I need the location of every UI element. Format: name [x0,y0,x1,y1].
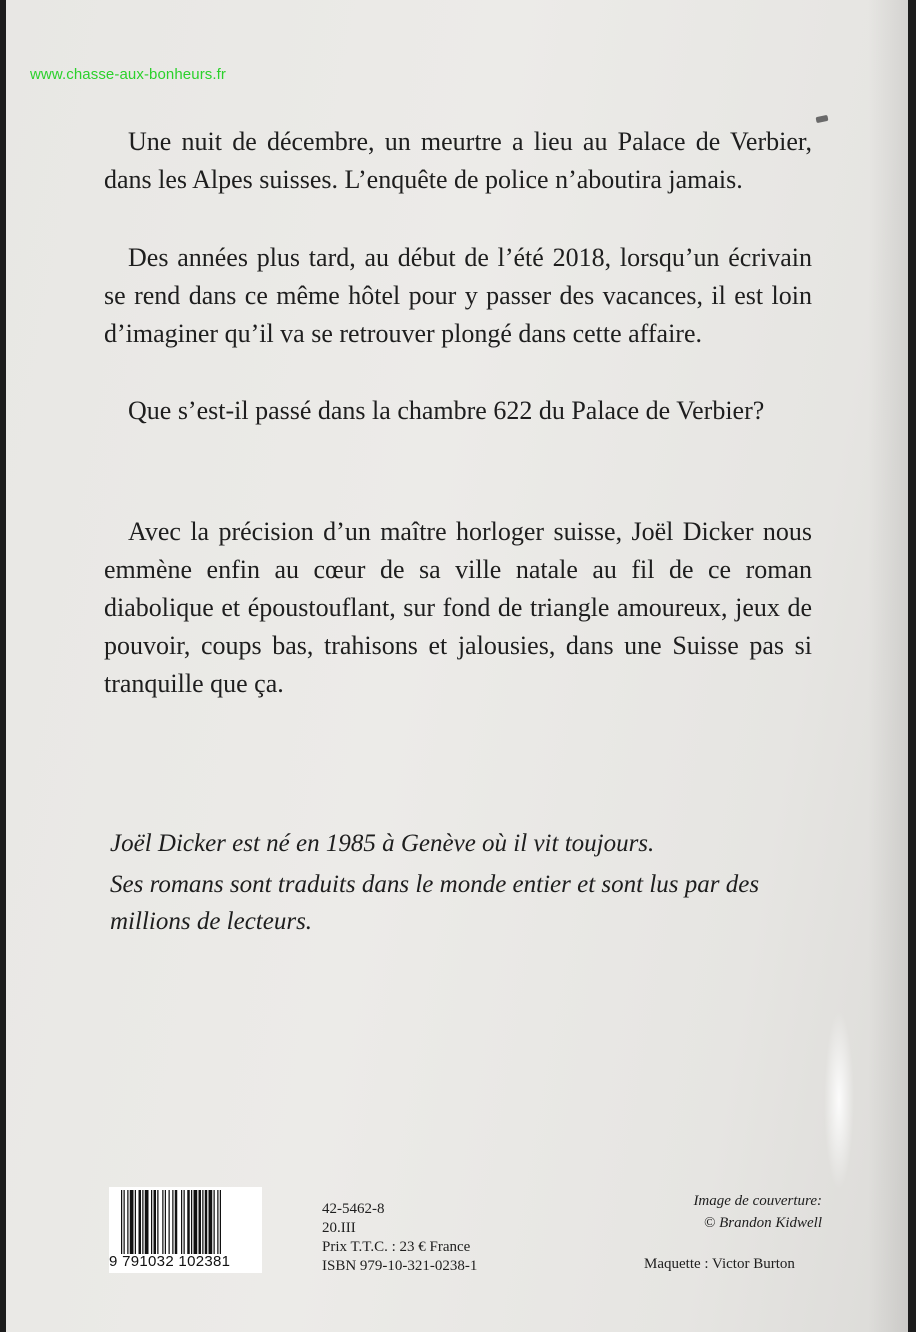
barcode-bar [157,1190,158,1254]
blurb-paragraph-4 [104,513,812,703]
barcode-bar [172,1190,173,1254]
barcode-bar [191,1190,192,1254]
barcode-bar [184,1190,185,1254]
barcode-digits: 9 791032 102381 [109,1253,231,1270]
blurb-text-3: Que s’est-il passé dans la chambre 622 du Palace de Verbier? [128,396,765,425]
publisher-code: 42-5462-8 [322,1201,385,1217]
barcode-bar [130,1190,134,1254]
blurb-text-4: Avec la précision d’un maître horloger suisse, Joël Dicker nous emmène enfin au cœur de sa ville natale au fil de ce roman diabolique et époustouflant, sur fond de triangle amoureux, jeux de pouvoir, coups bas, trahisons et jalousies, dans une Suisse pas si tranquille que ça. [104,517,812,698]
isbn: ISBN 979-10-321-0238-1 [322,1258,478,1274]
barcode-graphic [121,1190,261,1254]
design-credit: Maquette : Victor Burton [644,1256,795,1272]
spine-shadow [868,0,908,1332]
barcode-bar [220,1190,221,1254]
book-back-cover [6,0,908,1332]
barcode-bar [194,1190,198,1254]
barcode-bar [169,1190,170,1254]
barcode-bar [187,1190,190,1254]
barcode-bar [145,1190,149,1254]
barcode-bar [127,1190,128,1254]
cover-image-label: Image de couverture: [693,1193,822,1209]
barcode-bar [154,1190,157,1254]
barcode-bars [121,1190,261,1254]
barcode-bar [214,1190,215,1254]
blurb-paragraph-1 [104,123,812,199]
barcode-bar [121,1190,122,1254]
barcode-bar [162,1190,163,1254]
print-code: 20.III [322,1220,356,1236]
cover-image-author: © Brandon Kidwell [703,1215,822,1231]
watermark-url: www.chasse-aux-bonheurs.fr [30,66,227,83]
author-bio-line-2: Ses romans sont traduits dans le monde entier et sont lus par des millions de lecteurs. [110,871,760,935]
barcode-bar [202,1190,203,1254]
author-bio-line-1: Joël Dicker est né en 1985 à Genève où il vit toujours. [110,830,655,857]
blurb-text-2: Des années plus tard, au début de l’été 2018, lorsqu’un écrivain se rend dans ce même hôtel pour y passer des vacances, il est loin d’imaginer qu’il va se retrouver plongé dans cette affaire. [104,243,812,348]
barcode-bar [135,1190,136,1254]
isbn-barcode [109,1187,262,1273]
light-glare [824,1010,854,1190]
barcode-bar [181,1190,182,1254]
blurb-text-1: Une nuit de décembre, un meurtre a lieu au Palace de Verbier, dans les Alpes suisses. L’enquête de police n’aboutira jamais. [104,127,812,194]
barcode-bar [151,1190,152,1254]
barcode-bar [175,1190,178,1254]
blurb-paragraph-2 [104,239,812,353]
barcode-bar [165,1190,166,1254]
blurb-paragraph-3 [104,392,812,430]
cover-image-credit [693,1190,822,1234]
barcode-bar [209,1190,213,1254]
barcode-bar [142,1190,143,1254]
ink-speck [816,115,829,123]
barcode-bar [199,1190,202,1254]
barcode-bar [124,1190,125,1254]
barcode-bar [217,1190,218,1254]
publication-info [322,1200,477,1276]
barcode-bar [139,1190,142,1254]
barcode-bar [205,1190,208,1254]
price: Prix T.T.C. : 23 € France [322,1239,471,1255]
